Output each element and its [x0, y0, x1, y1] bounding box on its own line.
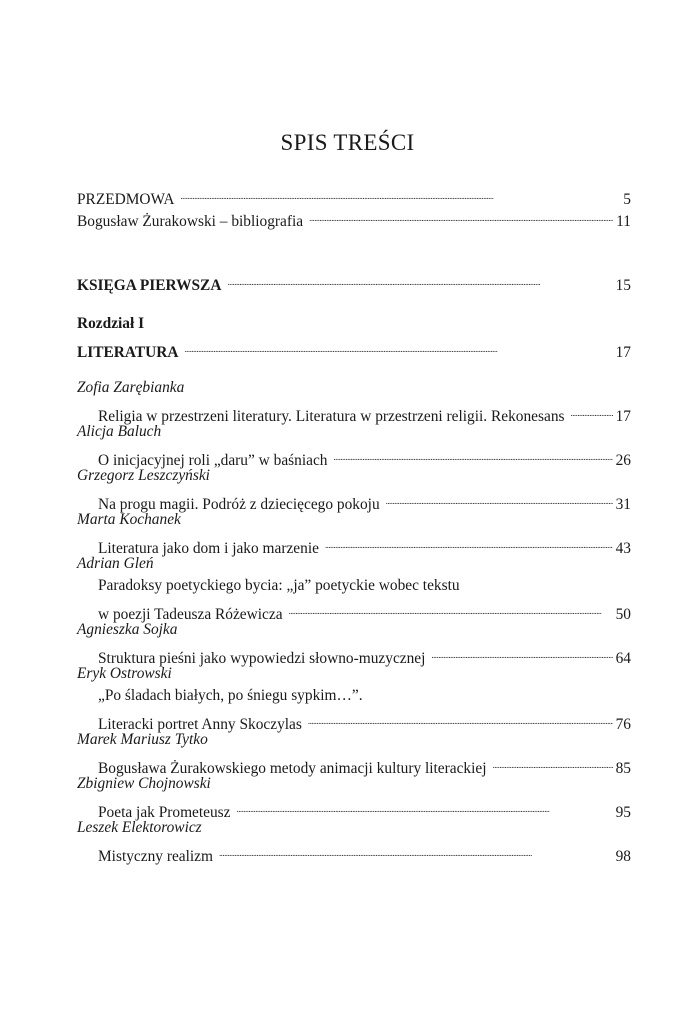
toc-line-article	[98, 597, 631, 623]
toc-line-book-one	[77, 268, 631, 294]
toc-line-article	[98, 443, 631, 469]
toc-line-article	[98, 399, 631, 425]
dot-leader	[309, 204, 613, 226]
article-title: Poeta jak Prometeusz	[98, 804, 231, 821]
toc-line-article	[98, 487, 631, 513]
dot-leader	[386, 487, 613, 509]
dot-leader	[325, 531, 613, 553]
article-title: Na progu magii. Podróż z dziecięcego pokoju	[98, 496, 380, 513]
dot-leader	[219, 839, 613, 861]
article-title: Bogusława Żurakowskiego metody animacji kultury literackiej	[98, 760, 487, 777]
toc-line-preface	[77, 182, 631, 208]
book-title: KSIĘGA PIERWSZA	[77, 277, 222, 294]
page-number: 17	[615, 344, 631, 361]
article-title: Struktura pieśni jako wypowiedzi słowno-muzycznej	[98, 650, 426, 667]
dot-leader	[333, 443, 612, 465]
author-name: Leszek Elektorowicz	[77, 819, 202, 836]
dot-leader	[237, 795, 613, 817]
author-name: Zofia Zarębianka	[77, 379, 185, 396]
dot-leader	[431, 641, 612, 663]
page-number: 11	[616, 213, 631, 230]
author-name: Alicja Baluch	[77, 423, 162, 440]
author-name: Eryk Ostrowski	[77, 665, 172, 682]
dot-leader	[180, 182, 620, 204]
page-number: 98	[615, 848, 631, 865]
page-number: 50	[615, 606, 631, 623]
article-title: Literacki portret Anny Skoczylas	[98, 716, 302, 733]
toc-line-article	[98, 795, 631, 821]
author-name: Marek Mariusz Tytko	[77, 731, 208, 748]
toc-line-article	[98, 641, 631, 667]
article-title: O inicjacyjnej roli „daru” w baśniach	[98, 452, 328, 469]
page-title: SPIS TREŚCI	[280, 130, 415, 155]
page-number: 31	[615, 496, 631, 513]
toc-line-article	[98, 839, 631, 865]
dot-leader	[289, 597, 613, 619]
author-name: Grzegorz Leszczyński	[77, 467, 210, 484]
article-title: Religia w przestrzeni literatury. Literatura w przestrzeni religii. Rekonesans	[98, 408, 565, 425]
chapter-label: Rozdział I	[77, 315, 145, 332]
dot-leader	[227, 268, 612, 290]
page-number: 95	[615, 804, 631, 821]
toc-entry-title: Bogusław Żurakowski – bibliografia	[77, 213, 304, 230]
author-name: Marta Kochanek	[77, 511, 181, 528]
page-number: 85	[615, 760, 631, 777]
toc-line-article	[98, 707, 631, 733]
toc-line-bibliography	[77, 204, 631, 230]
page-number: 17	[615, 408, 631, 425]
article-title: Literatura jako dom i jako marzenie	[98, 540, 319, 557]
toc-line-article	[98, 751, 631, 777]
page-number: 15	[615, 277, 631, 294]
page-number: 64	[615, 650, 631, 667]
toc-line-chapter	[77, 335, 631, 361]
dot-leader	[308, 707, 613, 729]
toc-line-article	[98, 531, 631, 557]
dot-leader	[493, 751, 613, 773]
article-title-line: „Po śladach białych, po śniegu sypkim…”.	[98, 687, 363, 704]
page-number: 26	[615, 452, 631, 469]
author-name: Adrian Gleń	[77, 555, 154, 572]
page-number: 43	[615, 540, 631, 557]
chapter-title: LITERATURA	[77, 344, 179, 361]
article-title: Mistyczny realizm	[98, 848, 213, 865]
article-title-line: Paradoksy poetyckiego bycia: „ja” poetyckie wobec tekstu	[98, 577, 460, 594]
dot-leader	[571, 399, 613, 421]
article-title: w poezji Tadeusza Różewicza	[98, 606, 283, 623]
toc-entry-title: PRZEDMOWA	[77, 191, 175, 208]
page-number: 5	[623, 191, 631, 208]
author-name: Zbigniew Chojnowski	[77, 775, 211, 792]
page-number: 76	[615, 716, 631, 733]
dot-leader	[184, 335, 612, 357]
author-name: Agnieszka Sojka	[77, 621, 178, 638]
